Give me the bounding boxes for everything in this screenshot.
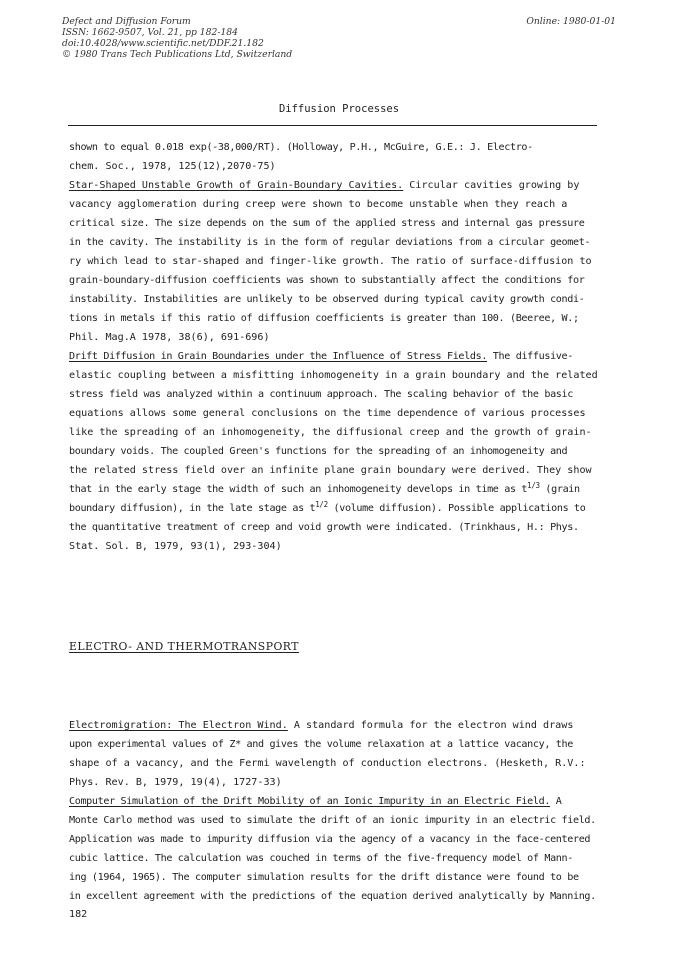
online-date: Online: 1980-01-01 bbox=[526, 16, 616, 27]
text-line: Phys. Rev. B, 1979, 19(4), 1727-33) bbox=[69, 777, 282, 788]
heading-text: ELECTRO- AND THERMOTRANSPORT bbox=[69, 640, 299, 653]
text-line: Phil. Mag.A 1978, 38(6), 691-696) bbox=[69, 332, 270, 343]
abstracts-block-1 bbox=[69, 138, 609, 556]
text-line: Application was made to impurity diffusion via the agency of a vacancy in the face-centered bbox=[69, 834, 591, 845]
exponent: 1/2 bbox=[315, 500, 328, 509]
text-line bbox=[69, 499, 609, 518]
text-line: like the spreading of an inhomogeneity, the diffusional creep and the growth of grain- bbox=[69, 427, 592, 438]
text-span: boundary diffusion), in the late stage as t bbox=[69, 503, 316, 514]
text-line: ry which lead to star-shaped and finger-like growth. The ratio of surface-diffusion to bbox=[69, 256, 592, 267]
text-span: Circular cavities growing by bbox=[403, 180, 580, 191]
text-line: ing (1964, 1965). The computer simulation results for the drift distance were found to be bbox=[69, 872, 579, 883]
text-line: shown to equal 0.018 exp(-38,000/RT). (Holloway, P.H., McGuire, G.E.: J. Electro- bbox=[69, 142, 533, 153]
journal-issn: ISSN: 1662-9507, Vol. 21, pp 182-184 bbox=[62, 27, 238, 38]
text-line: Monte Carlo method was used to simulate the drift of an ionic impurity in an electric field. bbox=[69, 815, 596, 826]
text-span: A bbox=[550, 796, 562, 807]
text-line: boundary voids. The coupled Green's functions for the spreading of an inhomogeneity and bbox=[69, 446, 568, 457]
text-span: that in the early stage the width of such an inhomogeneity develops in time as t bbox=[69, 484, 528, 495]
journal-copyright: © 1980 Trans Tech Publications Ltd, Switzerland bbox=[62, 49, 293, 60]
abstracts-block-2 bbox=[69, 716, 609, 923]
text-span: The diffusive- bbox=[487, 351, 573, 362]
text-line: equations allows some general conclusions on the time dependence of various processes bbox=[69, 408, 586, 419]
text-span: A standard formula for the electron wind draws bbox=[287, 720, 574, 731]
text-line: grain-boundary-diffusion coefficients was shown to substantially affect the conditions for bbox=[69, 275, 585, 286]
text-line: the related stress field over an infinite plane grain boundary were derived. They show bbox=[69, 465, 592, 476]
text-span: (grain bbox=[539, 484, 580, 495]
exponent: 1/3 bbox=[527, 481, 540, 490]
journal-name: Defect and Diffusion Forum bbox=[62, 16, 191, 27]
abstract-star-shaped bbox=[69, 176, 609, 195]
text-line: in the cavity. The instability is in the form of regular deviations from a circular geomet- bbox=[69, 237, 591, 248]
abstract-title: Star-Shaped Unstable Growth of Grain-Boundary Cavities. bbox=[69, 180, 404, 191]
text-line: shape of a vacancy, and the Fermi wavelength of conduction electrons. (Hesketh, R.V.: bbox=[69, 758, 586, 769]
abstract-title: Computer Simulation of the Drift Mobility of an Ionic Impurity in an Electric Field. bbox=[69, 796, 551, 807]
section-rule bbox=[68, 125, 597, 126]
text-line: tions in metals if this ratio of diffusion coefficients is greater than 100. (Beeree, W.; bbox=[69, 313, 579, 324]
text-line: in excellent agreement with the predictions of the equation derived analytically by Manning. bbox=[69, 891, 596, 902]
text-line: critical size. The size depends on the sum of the applied stress and internal gas pressure bbox=[69, 218, 585, 229]
abstract-electron-wind bbox=[69, 716, 609, 735]
text-span: (volume diffusion). Possible applications to bbox=[327, 503, 586, 514]
page-number: 182 bbox=[69, 909, 88, 920]
text-line: upon experimental values of Z* and gives the volume relaxation at a lattice vacancy, the bbox=[69, 739, 573, 750]
section-title: Diffusion Processes bbox=[278, 103, 400, 115]
text-line: stress field was analyzed within a continuum approach. The scaling behavior of the basic bbox=[69, 389, 573, 400]
text-line: elastic coupling between a misfitting inhomogeneity in a grain boundary and the related bbox=[69, 370, 598, 381]
abstract-title: Drift Diffusion in Grain Boundaries under the Influence of Stress Fields. bbox=[69, 351, 488, 362]
text-line: chem. Soc., 1978, 125(12),2070-75) bbox=[69, 161, 276, 172]
text-line: instability. Instabilities are unlikely to be observed during typical cavity growth condi- bbox=[69, 294, 585, 305]
section-heading-electrotransport bbox=[69, 640, 299, 653]
text-line: Stat. Sol. B, 1979, 93(1), 293-304) bbox=[69, 541, 282, 552]
abstract-drift-diffusion bbox=[69, 347, 609, 366]
text-line: cubic lattice. The calculation was couched in terms of the five-frequency model of Mann- bbox=[69, 853, 573, 864]
text-line: vacancy agglomeration during creep were shown to become unstable when they reach a bbox=[69, 199, 568, 210]
text-line bbox=[69, 480, 609, 499]
text-line: the quantitative treatment of creep and void growth were indicated. (Trinkhaus, H.: Phys. bbox=[69, 522, 579, 533]
abstract-title: Electromigration: The Electron Wind. bbox=[69, 720, 288, 731]
journal-header bbox=[62, 16, 292, 60]
abstract-drift-mobility bbox=[69, 792, 609, 811]
journal-doi: doi:10.4028/www.scientific.net/DDF.21.182 bbox=[62, 38, 264, 49]
